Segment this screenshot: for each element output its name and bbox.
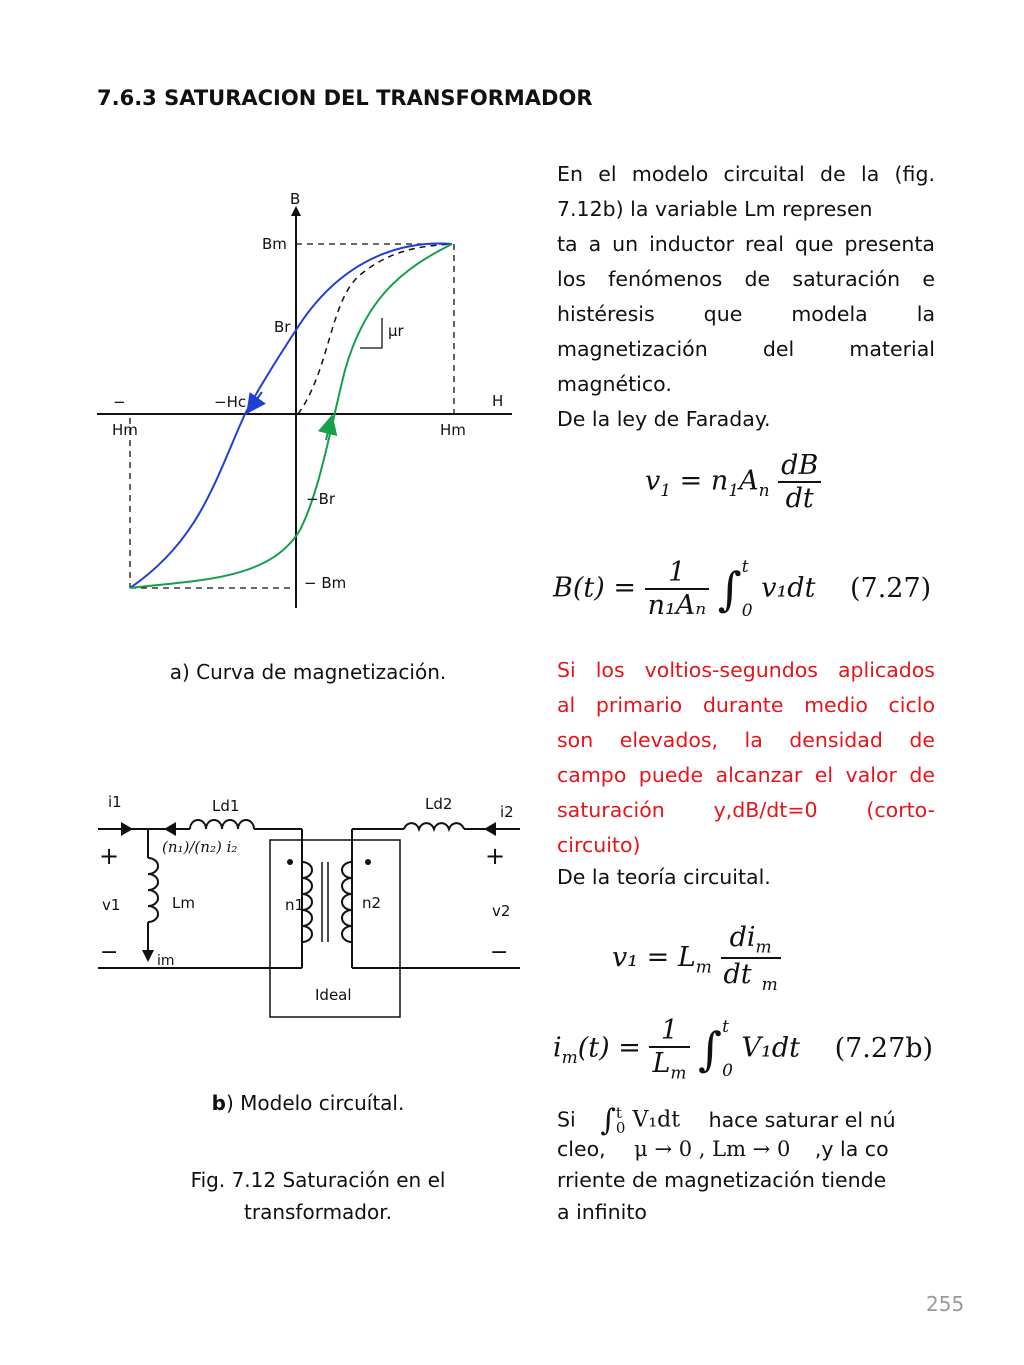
n1-label: n1 (285, 896, 305, 914)
intro-line: magnético. (557, 372, 672, 396)
note-line: campo puede alcanzar el valor de (557, 763, 935, 787)
mur-label: μr (388, 322, 404, 340)
im-label: im (157, 953, 175, 969)
final-line-1: Si ∫ t 0 V₁dt hace saturar el nú (557, 1103, 896, 1138)
intro-line: 7.12b) la variable Lm represen (557, 197, 873, 221)
intro-line: En el modelo circuital de la (fig. (557, 162, 935, 186)
figure-caption-line-2: transformador. (244, 1200, 392, 1224)
bm-label: Bm (262, 235, 287, 253)
theory-line: De la teoría circuital. (557, 865, 771, 889)
minus-left: − (100, 940, 119, 965)
br-label: Br (274, 318, 291, 336)
intro-line: magnetización del material (557, 337, 935, 361)
ld2-inductor (404, 823, 464, 829)
i2-label: i2 (500, 803, 514, 821)
hm-left-label: Hm (112, 421, 138, 439)
equation-vlm: $v_1 = L_m$ $\frac{di_m}{dt _m}$ (612, 922, 781, 995)
intro-line: De la ley de Faraday. (557, 407, 771, 431)
section-heading: 7.6.3 SATURACION DEL TRANSFORMADOR (97, 86, 593, 110)
note-line: circuito) (557, 833, 641, 857)
plus-left: + (99, 842, 120, 870)
ratio-label: (n₁)/(n₂) i₂ (162, 838, 238, 856)
ld1-label: Ld1 (212, 797, 240, 815)
note-line: Si los voltios-segundos aplicados (557, 658, 935, 682)
plus-right: + (485, 842, 506, 870)
page-number: 255 (926, 1292, 965, 1316)
b-axis-label: B (290, 190, 301, 208)
h-axis-label: H (492, 392, 504, 410)
v1-label: v1 (102, 896, 121, 914)
hc-label: −Hc (214, 393, 247, 411)
caption-a: a) Curva de magnetización. (169, 660, 447, 684)
intro-line: los fenómenos de saturación e (557, 267, 935, 291)
v2-label: v2 (492, 902, 511, 920)
equation-faraday: $v_1 = n_1A_n$ $\frac{dB}{dt}$ (645, 450, 821, 514)
equation-727b: $i_m(t)$ = $\frac{1}{L_m}$ ∫ t 0 V₁dt (7.27b) (553, 1014, 934, 1084)
equation-727: B(t) = $\frac{1}{\text{n₁Aₙ}}$ ∫ t 0 v₁dt (7.27) (553, 557, 932, 621)
final-line-3: rriente de magnetización tiende (557, 1168, 887, 1192)
hm-right-label: Hm (440, 421, 466, 439)
intro-line: ta a un inductor real que presenta (557, 232, 935, 256)
minus-right: − (490, 940, 509, 965)
lm-label: Lm (172, 894, 195, 912)
final-line-4: a infinito (557, 1200, 647, 1224)
neg-br-label: −Br (306, 490, 336, 508)
lm-inductor (148, 858, 158, 922)
ld1-inductor (190, 820, 254, 829)
note-line: saturación y,dB/dt=0 (corto- (557, 798, 935, 822)
ld2-label: Ld2 (425, 795, 453, 813)
ideal-label: Ideal (315, 986, 352, 1004)
caption-b: b) Modelo circuítal. (211, 1091, 405, 1115)
minus-label: − (113, 393, 126, 411)
final-line-2: cleo, μ → 0 , Lm → 0 ,y la co (557, 1137, 889, 1161)
note-line: al primario durante medio ciclo (557, 693, 935, 717)
figure-caption-line-1: Fig. 7.12 Saturación en el (190, 1168, 446, 1192)
i1-label: i1 (108, 793, 122, 811)
note-line: son elevados, la densidad de (557, 728, 935, 752)
n2-label: n2 (362, 894, 382, 912)
neg-bm-label: − Bm (304, 574, 347, 592)
intro-line: histéresis que modela la (557, 302, 935, 326)
